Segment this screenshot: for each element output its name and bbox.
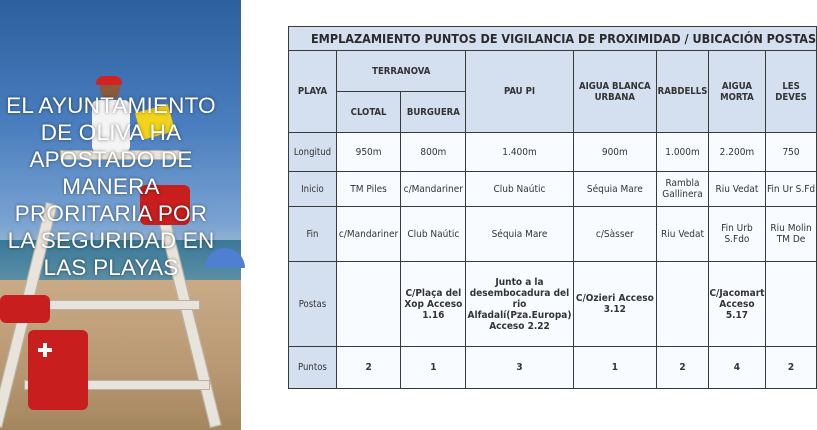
- table-cell: Club Naútic: [401, 207, 466, 262]
- col-header: LES DEVES: [766, 51, 817, 133]
- col-header: RABDELLS: [657, 51, 709, 133]
- first-aid-cross-icon: [38, 343, 52, 357]
- table-cell: [766, 262, 817, 347]
- table-cell: C/Ozieri Acceso 3.12: [573, 262, 657, 347]
- table-cell: C/Plaça del Xop Acceso 1.16: [401, 262, 466, 347]
- table-title: EMPLAZAMIENTO PUNTOS DE VIGILANCIA DE PROXIMIDAD / UBICACIÓN POSTAS: [289, 27, 817, 51]
- table-cell: 950m: [336, 133, 400, 172]
- table-cell: 800m: [401, 133, 466, 172]
- col-header: PAU PI: [466, 51, 573, 133]
- table-cell: Riu Vedat: [708, 172, 765, 207]
- row-header: Fin: [289, 207, 337, 262]
- table-cell: 900m: [573, 133, 657, 172]
- table-cell: c/Sàsser: [573, 207, 657, 262]
- table-cell: [336, 262, 400, 347]
- table-cell: Fin Urb S.Fdo: [708, 207, 765, 262]
- tower-rung: [30, 300, 200, 310]
- col-header: BURGUERA: [401, 92, 466, 133]
- table-cell: 2: [336, 347, 400, 389]
- table-cell: c/Mandariner: [401, 172, 466, 207]
- table-cell: [657, 262, 709, 347]
- table-cell: Riu Vedat: [657, 207, 709, 262]
- table-cell: 3: [466, 347, 573, 389]
- rescue-buoy: [0, 295, 50, 323]
- terranova-header: TERRANOVA: [336, 51, 466, 92]
- table-cell: 1: [573, 347, 657, 389]
- table-cell: Séquia Mare: [573, 172, 657, 207]
- col-header: AIGUA BLANCA URBANA: [573, 51, 657, 133]
- table-cell: C/Jacomart Acceso 5.17: [708, 262, 765, 347]
- col-header: AIGUA MORTA: [708, 51, 765, 133]
- playa-header: PLAYA: [289, 51, 337, 133]
- table-cell: Junto a la desembocadura del rio Alfadalí(Pza.Europa) Acceso 2.22: [466, 262, 573, 347]
- table-container: [288, 26, 817, 394]
- table-cell: Club Naútic: [466, 172, 573, 207]
- first-aid-bag: [28, 330, 88, 410]
- table-cell: Rambla Gallinera: [657, 172, 709, 207]
- table-cell: 1.000m: [657, 133, 709, 172]
- row-header: Longitud: [289, 133, 337, 172]
- table-cell: Riu Molin TM De: [766, 207, 817, 262]
- col-header: CLOTAL: [336, 92, 400, 133]
- table-cell: Séquia Mare: [466, 207, 573, 262]
- row-header: Postas: [289, 262, 337, 347]
- table-cell: TM Piles: [336, 172, 400, 207]
- row-header: Inicio: [289, 172, 337, 207]
- table-cell: Fin Ur S.Fd: [766, 172, 817, 207]
- table-cell: c/Mandariner: [336, 207, 400, 262]
- table-cell: 4: [708, 347, 765, 389]
- table-cell: 1: [401, 347, 466, 389]
- table-cell: 1.400m: [466, 133, 573, 172]
- lifeguard-photo: [0, 0, 241, 430]
- red-cap: [96, 76, 122, 85]
- lifeguard-posts-table: [288, 26, 817, 389]
- row-header: Puntos: [289, 347, 337, 389]
- table-cell: 2: [766, 347, 817, 389]
- table-cell: 2: [657, 347, 709, 389]
- headline: EL AYUNTAMIENTO DE OLIVA HA APOSTADO DE MANERA PRORITARIA POR LA SEGURIDAD EN LAS PLAYAS: [6, 93, 216, 280]
- table-cell: 750: [766, 133, 817, 172]
- table-cell: 2.200m: [708, 133, 765, 172]
